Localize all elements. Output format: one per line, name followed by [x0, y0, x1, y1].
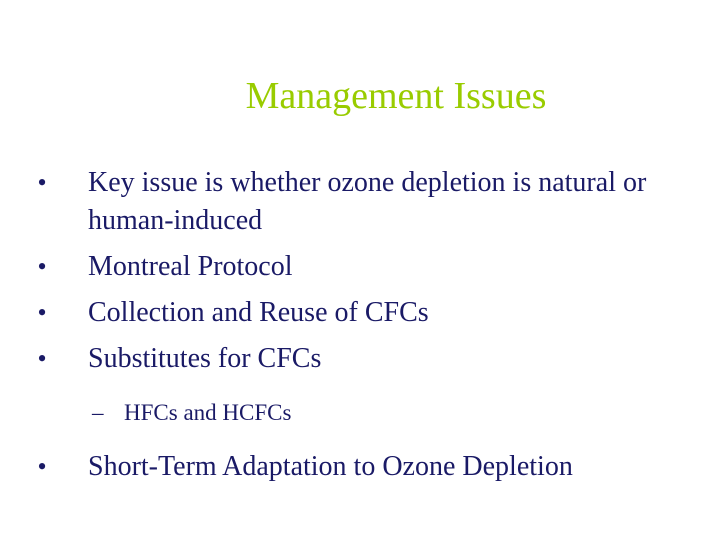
bullet-item [28, 340, 698, 378]
bullet-item [28, 164, 698, 240]
bullet-text: Collection and Reuse of CFCs [88, 297, 429, 328]
bullet-glyph: • [37, 344, 47, 373]
bullet-text: Substitutes for CFCs [88, 343, 322, 374]
bullet-text: Key issue is whether ozone depletion is natural or human-induced [88, 167, 647, 236]
bullet-glyph: • [37, 452, 47, 481]
bullet-glyph: • [37, 298, 47, 327]
sub-bullet-item [28, 398, 698, 428]
sub-bullet-glyph: – [92, 400, 104, 425]
bullet-text: Montreal Protocol [88, 251, 293, 282]
slide-title: Management Issues [245, 75, 547, 117]
bullet-text: Short-Term Adaptation to Ozone Depletion [88, 451, 573, 482]
bullet-item [28, 248, 698, 286]
sub-bullet-text: HFCs and HCFCs [124, 400, 292, 425]
bullet-list [28, 164, 698, 494]
bullet-glyph: • [37, 252, 47, 281]
bullet-item [28, 448, 698, 486]
bullet-glyph: • [37, 168, 47, 197]
bullet-item [28, 294, 698, 332]
